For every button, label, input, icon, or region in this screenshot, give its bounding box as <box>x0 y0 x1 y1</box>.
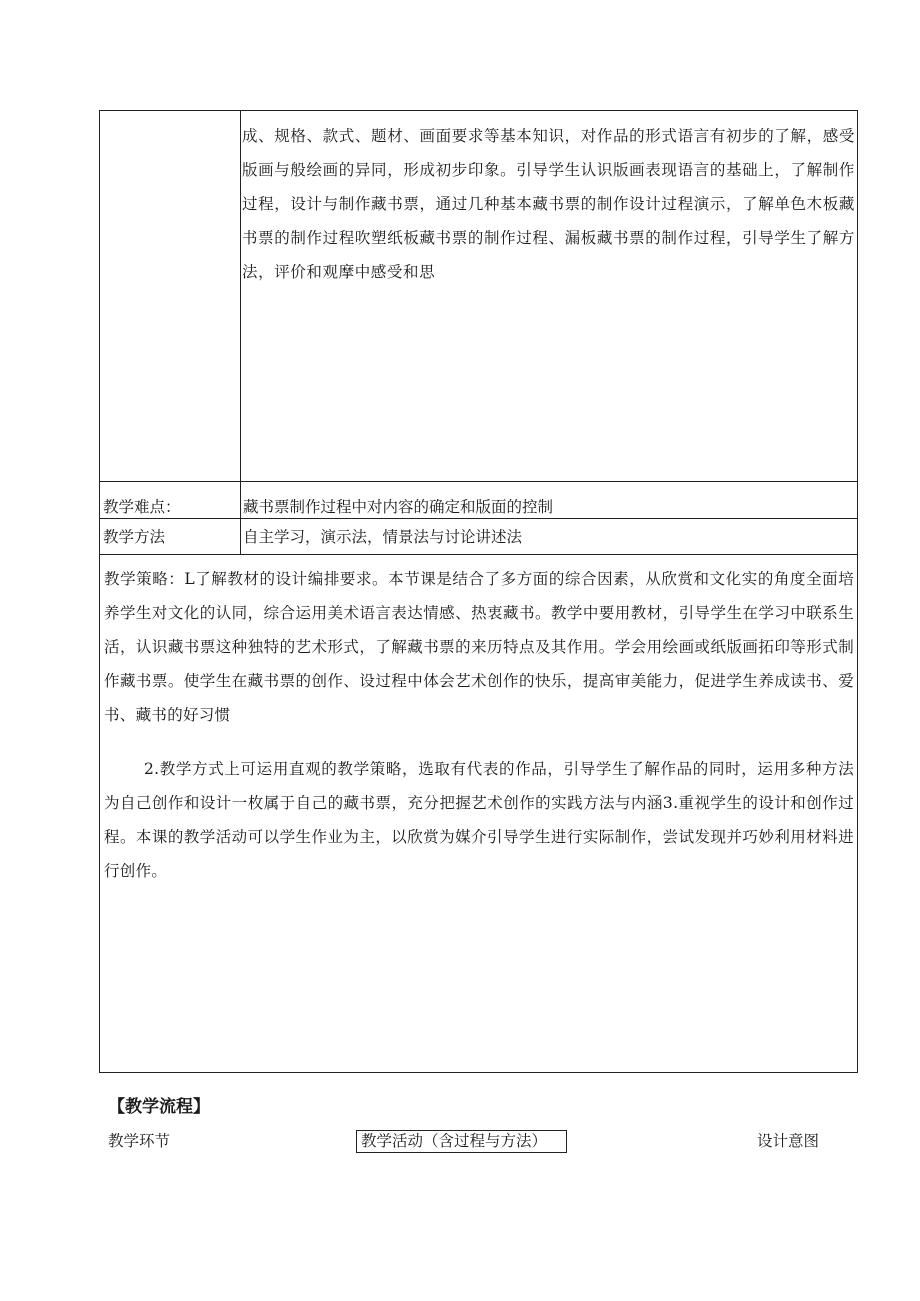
method-label: 教学方法 <box>103 528 166 546</box>
flow-col-stage: 教学环节 <box>108 1132 171 1150</box>
strategy-paragraph-1: 教学策略：L了解教材的设计编排要求。本节课是结合了多方面的综合因素，从欣赏和文化实的角度全面培养学生对文化的认同，综合运用美术语言表达情感、热衷藏书。教学中要用教材，引导学生在学习中联系生活，认识藏书票这种独特的艺术形式，了解藏书票的来历特点及其作用。学会用绘画或纸版画拓印等形式制作藏书票。使学生在藏书票的创作、设过程中体会艺术创作的快乐，提高审美能力，促进学生养成读书、爱书、藏书的好习惯 <box>104 570 854 724</box>
flow-col-intent: 设计意图 <box>757 1132 820 1150</box>
content-row-text: 成、规格、款式、题材、画面要求等基本知识，对作品的形式语言有初步的了解，感受版画与般绘画的异同，形成初步印象。引导学生认识版画表现语言的基础上，了解制作过程，设计与制作藏书票，通过几种基本藏书票的制作设计过程演示，了解单色木板藏书票的制作过程吹塑纸板藏书票的制作过程、漏板藏书票的制作过程，引导学生了解方法，评价和观摩中感受和思 <box>242 127 855 281</box>
flow-col-activity: 教学活动（含过程与方法） <box>361 1132 548 1150</box>
difficulty-value: 藏书票制作过程中对内容的确定和版面的控制 <box>243 498 554 516</box>
content-row-label-cell <box>99 110 241 482</box>
difficulty-row-vline <box>240 481 241 555</box>
method-value: 自主学习，演示法，情景法与讨论讲述法 <box>243 528 523 546</box>
content-row-divider <box>99 481 858 482</box>
flow-heading: 【教学流程】 <box>108 1097 210 1117</box>
difficulty-label: 教学难点： <box>103 498 181 516</box>
strategy-paragraph-2: 2.教学方式上可运用直观的教学策略，选取有代表的作品，引导学生了解作品的同时，运用多种方法为自己创作和设计一枚属于自己的藏书票，充分把握艺术创作的实践方法与内涵3.重视学生的设计和创作过程。本课的教学活动可以学生作业为主，以欣赏为媒介引导学生进行实际制作，尝试发现并巧妙利用材料进行创作。 <box>104 760 854 880</box>
